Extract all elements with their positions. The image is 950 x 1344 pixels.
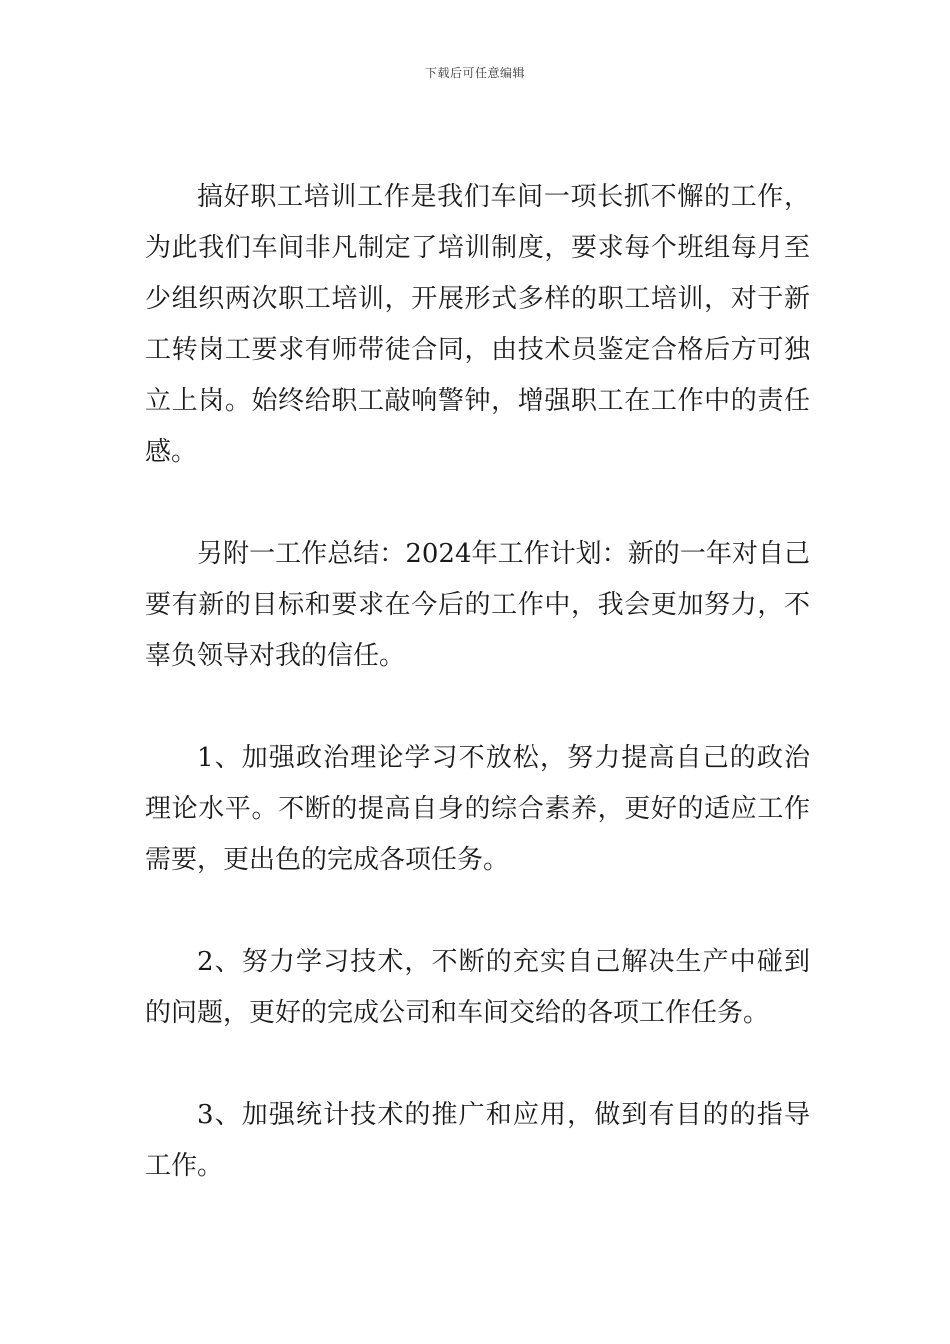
paragraph-spacer	[145, 478, 810, 529]
paragraph-spacer	[145, 886, 810, 937]
header-note: 下载后可任意编辑	[424, 66, 525, 80]
paragraph-spacer	[145, 682, 810, 733]
paragraph-item-3: 3、加强统计技术的推广和应用，做到有目的的指导工作。	[145, 1100, 810, 1181]
paragraph-training: 搞好职工培训工作是我们车间一项长抓不懈的工作，为此我们车间非凡制定了培训制度，要求每个班组每月至少组织两次职工培训，开展形式多样的职工培训，对于新工转岗工要求有师带徒合同，由技术员鉴定合格后方可独立上岗。始终给职工敲响警钟，增强职工在工作中的责任感。	[145, 182, 810, 467]
paragraph-item-1: 1、加强政治理论学习不放松，努力提高自己的政治理论水平。不断的提高自身的综合素养，更好的适应工作需要，更出色的完成各项任务。	[145, 743, 810, 875]
document-body	[145, 172, 810, 1192]
paragraph-item-2: 2、努力学习技术，不断的充实自己解决生产中碰到的问题，更好的完成公司和车间交给的各项工作任务。	[145, 947, 810, 1028]
paragraph-spacer	[145, 1039, 810, 1090]
paragraph-work-plan: 另附一工作总结：2024年工作计划：新的一年对自己要有新的目标和要求在今后的工作中，我会更加努力，不辜负领导对我的信任。	[145, 539, 810, 671]
